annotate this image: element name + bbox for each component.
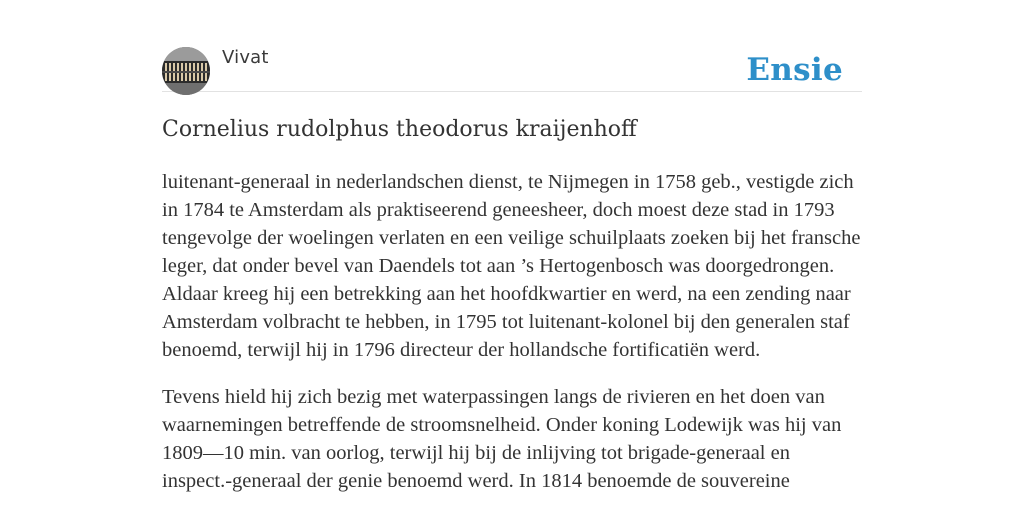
article-paragraph: luitenant-generaal in nederlandschen dienst, te Nijmegen in 1758 geb., vestigde zich in 1784 te Amsterdam als praktiseerend geneesheer, doch moest deze stad in 1793 tengevolge der woelingen verlaten en een veilige schuilplaats zoeken bij het fransche leger, dat onder bevel van Daendels tot aan ’s Hertogenbosch was doorgedrongen. Aldaar kreeg hij een betrekking aan het hoofdkwartier en werd, na een zending naar Amsterdam volbracht te hebben, in 1795 tot luitenant-kolonel bij den generalen staf benoemd, terwijl hij in 1796 directeur der hollandsche fortificatiën werd. [162, 171, 861, 361]
article-title: Cornelius rudolphus theodorus kraijenhoff [162, 117, 637, 142]
article-paragraph: Tevens hield hij zich bezig met waterpassingen langs de rivieren en het doen van waarnemingen betreffende de stroomsnelheid. Onder koning Lodewijk was hij van 1809—10 min. van oorlog, terwijl hij bij de inlijving tot brigade-generaal en inspect.-generaal der genie benoemd werd. In 1814 benoemde de souvereine [162, 386, 842, 492]
bookshelf-avatar-icon [162, 47, 210, 95]
site-logo[interactable]: Ensie [746, 52, 843, 88]
article-header [162, 44, 862, 92]
article-body [162, 168, 862, 512]
article-page [162, 0, 862, 512]
author-name[interactable]: Vivat [222, 47, 269, 68]
avatar[interactable] [162, 47, 210, 95]
